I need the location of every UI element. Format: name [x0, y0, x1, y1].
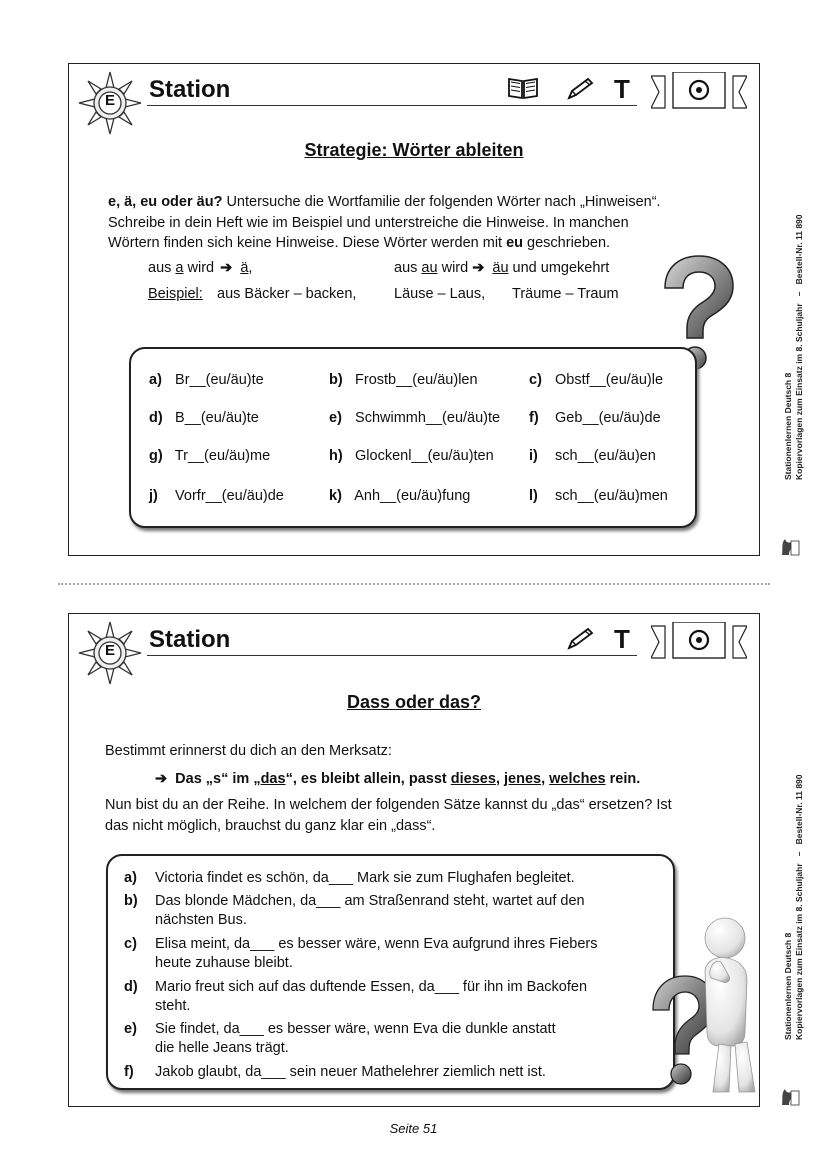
station-title: Station — [149, 626, 231, 653]
text-t-icon: T — [614, 624, 630, 654]
publisher-logo-icon — [779, 1085, 801, 1107]
example-1: aus Bäcker – backen, — [217, 286, 357, 302]
exercise-item: b) Frostb__(eu/äu)len — [329, 372, 478, 388]
rule-2: aus au wird ➔ äu und umgekehrt — [394, 260, 610, 276]
page-number: Seite 51 — [389, 1121, 438, 1136]
exercise-item: a) Br__(eu/äu)te — [149, 372, 264, 388]
publisher-logo-icon — [779, 535, 801, 557]
title-underline — [147, 105, 637, 106]
intro-line-3b: geschrieben. — [523, 235, 611, 251]
exercise-item: e) Sie findet, da___ es besser wäre, wenn Eva die dunkle anstatt die helle Jeans trägt. — [124, 1021, 556, 1056]
exercise-item: j) Vorfr__(eu/äu)de — [149, 488, 284, 504]
exercise-item: f) Geb__(eu/äu)de — [529, 410, 661, 426]
side-text: Stationenlernen Deutsch 8 Kopiervorlagen zum Einsatz im 8. Schuljahr – Bestell-Nr. 11 890 — [783, 214, 804, 480]
side-text: Stationenlernen Deutsch 8 Kopiervorlagen zum Einsatz im 8. Schuljahr – Bestell-Nr. 11 890 — [783, 774, 804, 1040]
side-imprint-1 — [775, 180, 815, 560]
thinking-figure-icon — [647, 914, 759, 1096]
pencil-icon — [565, 626, 595, 652]
intro-line-3a: Wörtern finden sich keine Hinweise. Diese Wörter werden mit — [108, 235, 507, 251]
instructions — [108, 192, 748, 254]
section-heading: Dass oder das? — [346, 692, 482, 712]
example-2: Läuse – Laus, — [394, 286, 486, 302]
arrow-icon: ➔ — [472, 260, 485, 276]
arrow-icon: ➔ — [155, 771, 168, 787]
badge-letter: E — [104, 642, 115, 659]
exercise-item: b) Das blonde Mädchen, da___ am Straßenrand steht, wartet auf den nächsten Bus. — [124, 893, 585, 928]
intro-line-2: Schreibe in dein Heft wie im Beispiel und unterstreiche die Hinweise. In manchen — [108, 214, 629, 231]
exercise-item: k) Anh__(eu/äu)fung — [329, 488, 471, 504]
station-card-1 — [68, 63, 760, 556]
merksatz: ➔ Das „s“ im „das“, es bleibt allein, passt dieses, jenes, welches rein. — [155, 771, 641, 787]
badge-letter: E — [104, 92, 115, 109]
exercise-box — [129, 347, 697, 528]
exercise-box — [106, 854, 675, 1090]
exercise-item: e) Schwimmh__(eu/äu)te — [329, 410, 501, 426]
target-banner-icon — [651, 622, 747, 662]
exercise-item: a) Victoria findet es schön, da___ Mark sie zum Flughafen begleitet. — [124, 870, 575, 886]
section-divider — [58, 583, 770, 585]
exercise-item: c) Obstf__(eu/äu)le — [529, 372, 664, 388]
text-t-icon: T — [614, 74, 630, 104]
exercise-item: i) sch__(eu/äu)en — [529, 448, 656, 464]
exercise-item: h) Glockenl__(eu/äu)ten — [329, 448, 494, 464]
example-label: Beispiel: — [148, 286, 203, 302]
exercise-item: f) Jakob glaubt, da___ sein neuer Mathelehrer ziemlich nett ist. — [124, 1064, 546, 1080]
exercise-item: d) Mario freut sich auf das duftende Essen, da___ für ihn im Backofen steht. — [124, 979, 588, 1014]
book-icon — [507, 76, 539, 100]
pencil-icon — [565, 76, 595, 102]
intro-line-3-bold: eu — [506, 235, 524, 251]
side-imprint-2 — [775, 730, 815, 1110]
exercise-item: g) Tr__(eu/äu)me — [149, 448, 271, 464]
exercise-item: l) sch__(eu/äu)men — [529, 488, 668, 504]
intro-line-1: Untersuche die Wortfamilie der folgenden Wörter nach „Hinweisen“. — [222, 194, 661, 210]
title-underline — [147, 655, 637, 656]
example-3: Träume – Traum — [512, 286, 619, 302]
intro-1: Bestimmt erinnerst du dich an den Merksatz: — [105, 743, 392, 759]
rule-1: aus a wird ➔ ä, — [148, 260, 253, 276]
target-banner-icon — [651, 72, 747, 112]
exercise-item: d) B__(eu/äu)te — [149, 410, 259, 426]
intro-2: Nun bist du an der Reihe. In welchem der folgenden Sätze kannst du „das“ ersetzen? Ist das nicht möglich, brauchst du ganz klar ein „dass“. — [105, 797, 672, 834]
arrow-icon: ➔ — [220, 260, 233, 276]
station-title: Station — [149, 76, 231, 103]
station-card-2 — [68, 613, 760, 1107]
exercise-item: c) Elisa meint, da___ es besser wäre, wenn Eva aufgrund ihres Fiebers heute zuhause bleibt. — [124, 936, 598, 971]
section-heading: Strategie: Wörter ableiten — [304, 140, 524, 160]
intro-question: e, ä, eu oder äu? — [108, 194, 223, 210]
